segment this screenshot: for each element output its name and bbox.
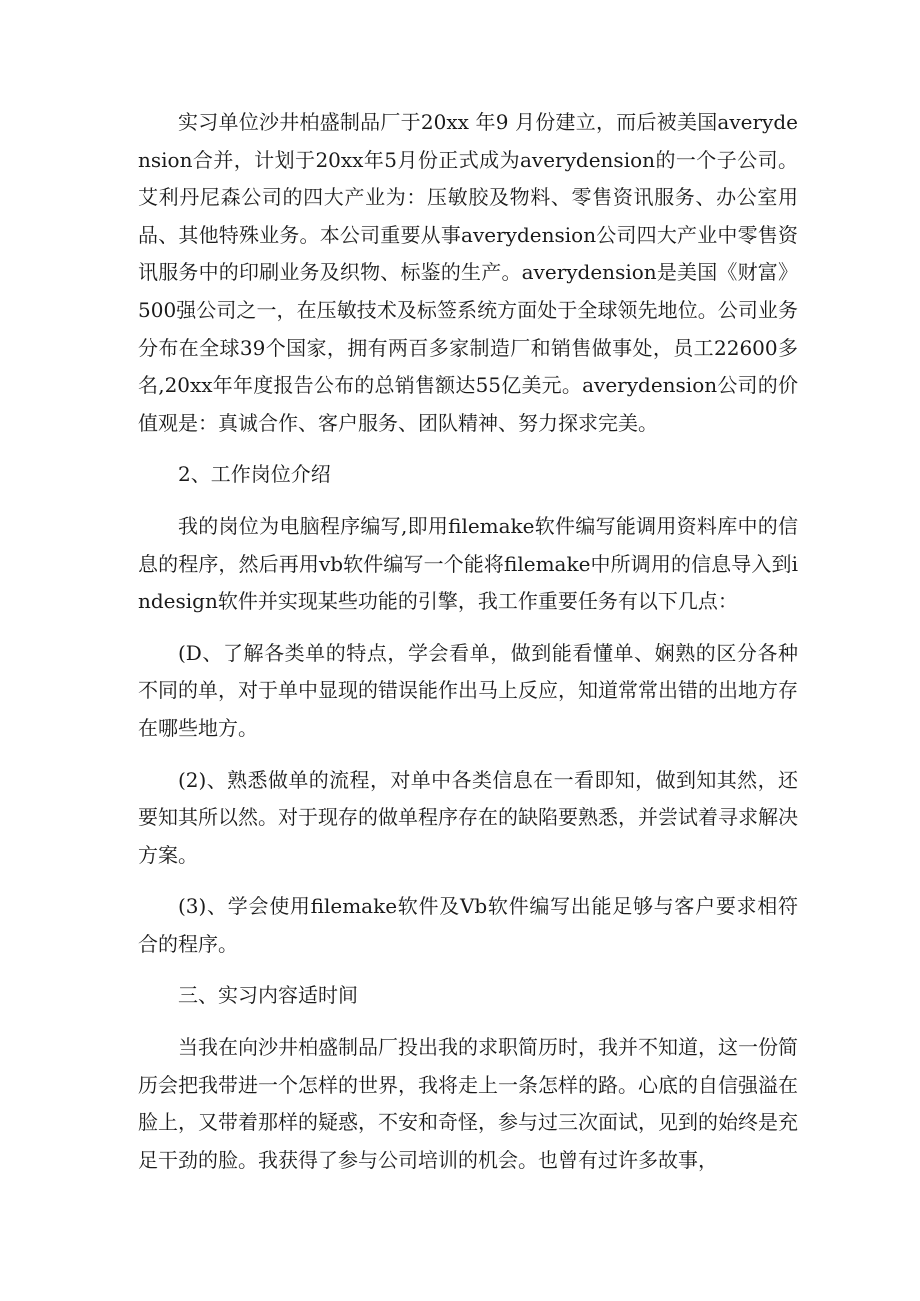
paragraph-company-intro: 实习单位沙井柏盛制品厂于20xx 年9 月份建立，而后被美国averydension合并，计划于20xx年5月份正式成为averydension的一个子公司。艾利丹尼森公司的四大产业为：压敏胶及物料、零售资讯服务、办公室用品、其他特殊业务。本公司重要从事averydension公司四大产业中零售资讯服务中的印刷业务及织物、标鉴的生产。averydension是美国《财富》500强公司之一，在压敏技术及标签系统方面处于全球领先地位。公司业务分布在全球39个国家，拥有两百多家制造厂和销售做事处，员工22600多名,20xx年年度报告公布的总销售额达55亿美元。averydension公司的价值观是：真诚合作、客户服务、团队精神、努力探求完美。 xyxy=(138,110,798,435)
heading-job-intro: 2、工作岗位介绍 xyxy=(178,462,331,487)
document-body xyxy=(138,104,798,1179)
heading-internship-content: 三、实习内容适时间 xyxy=(178,983,358,1008)
paragraph-internship-story: 当我在向沙井柏盛制品厂投出我的求职简历时，我并不知道，这一份简历会把我带进一个怎样的世界，我将走上一条怎样的路。心底的自信强溢在脸上，又带着那样的疑惑，不安和奇怪，参与过三次面试，见到的始终是充足干劲的脸。我获得了参与公司培训的机会。也曾有过许多故事， xyxy=(138,1035,798,1172)
paragraph-task-2: (2)、熟悉做单的流程，对单中各类信息在一看即知，做到知其然，还要知其所以然。对于现存的做单程序存在的缺陷要熟悉，并尝试着寻求解决方案。 xyxy=(138,767,798,867)
paragraph-job-description: 我的岗位为电脑程序编写,即用filemake软件编写能调用资料库中的信息的程序，然后再用vb软件编写一个能将filemake中所调用的信息导入到indesign软件并实现某些功能的引擎，我工作重要任务有以下几点： xyxy=(138,513,798,614)
paragraph-task-3: (3)、学会使用filemake软件及Vb软件编写出能足够与客户要求相符合的程序。 xyxy=(138,894,798,956)
paragraph-task-1: (D、了解各类单的特点，学会看单，做到能看懂单、娴熟的区分各种不同的单，对于单中显现的错误能作出马上反应，知道常常出错的出地方存在哪些地方。 xyxy=(138,640,798,740)
